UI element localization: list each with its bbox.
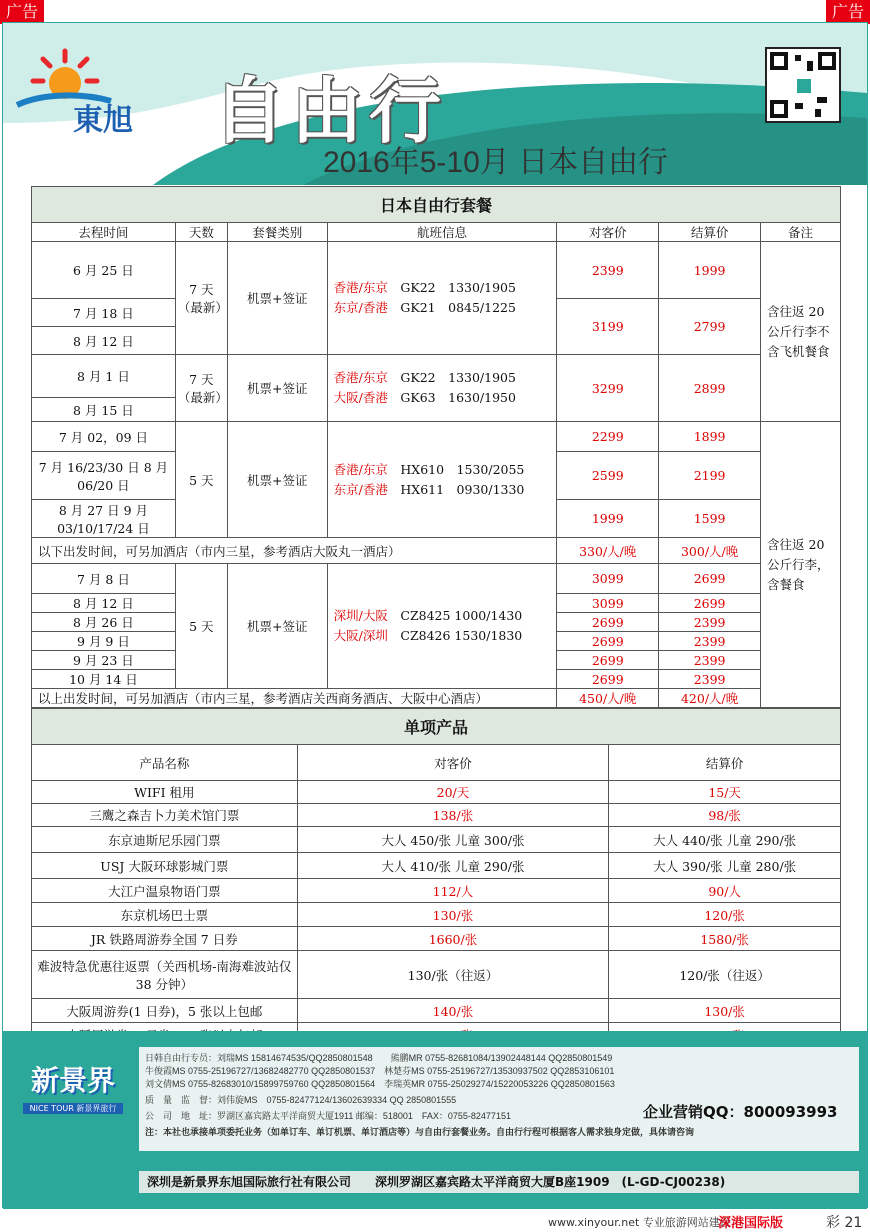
table-row (32, 827, 841, 853)
table-row (32, 355, 841, 398)
table-row (32, 564, 841, 594)
contact-line: 刘文倩MS 0755-82683010/15899759760 QQ2850801564 李瑞英MR 0755-25029274/15220053226 QQ2850801563 (145, 1079, 615, 1089)
table-row (32, 422, 841, 452)
footer-logo-sub: NICE TOUR 新景界旅行 (23, 1103, 123, 1114)
date-cell: 8 月 12 日 (32, 594, 176, 613)
settle-price: 2399 (659, 632, 761, 651)
customer-price: 130/张 (297, 903, 609, 927)
footer (3, 1031, 867, 1209)
date-cell: 10 月 14 日 (32, 670, 176, 689)
days-cell: 7 天（最新） (175, 355, 227, 422)
days-cell: 7 天（最新） (175, 242, 227, 355)
settle-price: 15/天 (609, 781, 841, 804)
product-name: 三鹰之森吉卜力美术馆门票 (32, 804, 298, 827)
product-name: JR 铁路周游券全国 7 日券 (32, 927, 298, 951)
settle-price: 90/人 (609, 879, 841, 903)
flight-no: GK21 0845/1225 (400, 300, 516, 315)
settle-price: 1899 (659, 422, 761, 452)
hotel-settle-price: 420/人/晚 (659, 689, 761, 708)
col-header: 对客价 (557, 223, 659, 242)
qq-line: 企业营销QQ：800093993 (643, 1103, 838, 1121)
remark-cell: 含往返 20 公斤行李不含飞机餐食 (761, 242, 841, 422)
table-row (32, 781, 841, 804)
product-name: WIFI 租用 (32, 781, 298, 804)
qr-code-icon (765, 47, 841, 123)
product-name: USJ 大阪环球影城门票 (32, 853, 298, 879)
hotel-note: 以下出发时间，可另加酒店（市内三星，参考酒店大阪丸一酒店） (32, 538, 557, 564)
brand-logo-text: 東旭 (73, 103, 133, 138)
settle-price: 2699 (659, 564, 761, 594)
footer-company: 深圳是新景界东旭国际旅行社有限公司 深圳罗湖区嘉宾路太平洋商贸大厦B座1909 (L-GD-CJ00238) (139, 1171, 859, 1193)
table-row (32, 903, 841, 927)
date-cell: 9 月 9 日 (32, 632, 176, 651)
days-cell: 5 天 (175, 564, 227, 689)
col-header: 结算价 (609, 745, 841, 781)
ad-label-right: 广告 (826, 0, 870, 24)
date-cell: 7 月 8 日 (32, 564, 176, 594)
settle-price: 2399 (659, 651, 761, 670)
col-header: 对客价 (297, 745, 609, 781)
route: 香港/东京 (333, 461, 388, 477)
header (3, 23, 867, 185)
settle-price: 1999 (659, 242, 761, 299)
package-section-title: 日本自由行套餐 (32, 187, 841, 223)
customer-price: 20/天 (297, 781, 609, 804)
date-cell: 7 月 02，09 日 (32, 422, 176, 452)
flight-no: CZ8425 1000/1430 (400, 608, 523, 623)
supervision-line: 质 量 监 督：刘伟旋MS 0755-82477124/13602639334 QQ 2850801555 (145, 1095, 457, 1105)
route: 深圳/大阪 (333, 608, 388, 623)
customer-price: 3099 (557, 594, 659, 613)
customer-price: 2699 (557, 632, 659, 651)
package-table-wrap (31, 186, 841, 1047)
page-number: 彩 21 (826, 1215, 863, 1231)
table-row (32, 853, 841, 879)
table-row (32, 999, 841, 1023)
flight-cell (327, 242, 557, 355)
flight-cell (327, 422, 557, 538)
customer-price: 2699 (557, 670, 659, 689)
product-name: 东京机场巴士票 (32, 903, 298, 927)
customer-price: 3199 (557, 299, 659, 355)
table-row (32, 242, 841, 299)
route: 东京/香港 (333, 300, 388, 315)
customer-price: 大人 410/张 儿童 290/张 (297, 853, 609, 879)
col-header: 去程时间 (32, 223, 176, 242)
customer-price: 3299 (557, 355, 659, 422)
settle-price: 2399 (659, 613, 761, 632)
single-header-row (32, 745, 841, 781)
type-cell: 机票+签证 (227, 355, 327, 422)
date-cell: 7 月 16/23/30 日 8 月 06/20 日 (32, 452, 176, 500)
date-cell: 6 月 25 日 (32, 242, 176, 299)
col-header: 套餐类别 (227, 223, 327, 242)
date-cell: 9 月 23 日 (32, 651, 176, 670)
date-cell: 8 月 27 日 9 月 03/10/17/24 日 (32, 500, 176, 538)
notice-line: 注：本社也承接单项委托业务（如单订车、单订机票、单订酒店等）与自由行套餐业务。自由行行程可根据客人需求独身定做，具体请咨询 (145, 1127, 695, 1137)
address-line: 公 司 地 址：罗湖区嘉宾路太平洋商贸大厦1911 邮编：518001 FAX：0755-82477151 (145, 1111, 511, 1121)
route: 香港/东京 (333, 280, 388, 295)
hotel-note: 以上出发时间，可另加酒店（市内三星，参考酒店关西商务酒店、大阪中心酒店） (32, 689, 557, 708)
ad-label-left: 广告 (0, 0, 44, 24)
route: 香港/东京 (333, 370, 388, 385)
package-header-row (32, 223, 841, 242)
customer-price: 138/张 (297, 804, 609, 827)
settle-price: 2899 (659, 355, 761, 422)
contact-line: 牛俊霞MS 0755-25196727/13682482770 QQ2850801537 林楚芬MS 0755-25196727/13530937502 QQ2853106101 (145, 1066, 615, 1076)
package-table (31, 186, 841, 708)
table-row (32, 879, 841, 903)
product-name: 东京迪斯尼乐园门票 (32, 827, 298, 853)
settle-price: 大人 440/张 儿童 290/张 (609, 827, 841, 853)
settle-price: 2799 (659, 299, 761, 355)
product-name: 大阪周游券(1 日券)，5 张以上包邮 (32, 999, 298, 1023)
customer-price: 130/张（往返） (297, 951, 609, 999)
type-cell: 机票+签证 (227, 564, 327, 689)
col-header: 结算价 (659, 223, 761, 242)
footer-logo (17, 1059, 129, 1119)
flight-no: CZ8426 1530/1830 (400, 628, 523, 643)
publication-brand: 深港国际版 (718, 1216, 784, 1231)
remark-cell: 含往返 20 公斤行李，含餐食 (761, 422, 841, 708)
type-cell: 机票+签证 (227, 422, 327, 538)
hotel-row (32, 538, 841, 564)
customer-price: 1660/张 (297, 927, 609, 951)
flight-no: GK22 1330/1905 (400, 370, 516, 385)
col-header: 产品名称 (32, 745, 298, 781)
customer-price: 2399 (557, 242, 659, 299)
date-cell: 7 月 18 日 (32, 299, 176, 327)
table-row (32, 804, 841, 827)
customer-price: 2599 (557, 452, 659, 500)
date-cell: 8 月 12 日 (32, 327, 176, 355)
settle-price: 120/张（往返） (609, 951, 841, 999)
hotel-customer-price: 450/人/晚 (557, 689, 659, 708)
settle-price: 120/张 (609, 903, 841, 927)
route: 大阪/深圳 (333, 628, 388, 643)
hotel-settle-price: 300/人/晚 (659, 538, 761, 564)
contact-line: 日韩自由行专员：刘瑞MS 15814674535/QQ2850801548 熊鹏MR 0755-82681084/13902448144 QQ2850801549 (145, 1053, 613, 1063)
customer-price: 1999 (557, 500, 659, 538)
settle-price: 2399 (659, 670, 761, 689)
settle-price: 1580/张 (609, 927, 841, 951)
route: 大阪/香港 (333, 390, 388, 405)
col-header: 天数 (175, 223, 227, 242)
product-name: 大江户温泉物语门票 (32, 879, 298, 903)
settle-price: 1599 (659, 500, 761, 538)
flight-cell (327, 564, 557, 689)
customer-price: 2299 (557, 422, 659, 452)
flight-no: GK22 1330/1905 (400, 280, 516, 295)
table-row (32, 927, 841, 951)
days-cell: 5 天 (175, 422, 227, 538)
flight-no: HX611 0930/1330 (400, 481, 525, 497)
flight-no: GK63 1630/1950 (400, 390, 516, 405)
customer-price: 140/张 (297, 999, 609, 1023)
single-section-title: 单项产品 (32, 709, 841, 745)
single-product-table (31, 708, 841, 1047)
route: 东京/香港 (333, 481, 388, 497)
main-title: 自由行 (213, 68, 448, 153)
settle-price: 2199 (659, 452, 761, 500)
customer-price: 大人 450/张 儿童 300/张 (297, 827, 609, 853)
type-cell: 机票+签证 (227, 242, 327, 355)
product-name: 难波特急优惠往返票（关西机场-南海难波站仅 38 分钟） (32, 951, 298, 999)
flight-no: HX610 1530/2055 (400, 461, 525, 477)
customer-price: 112/人 (297, 879, 609, 903)
customer-price: 2699 (557, 613, 659, 632)
subtitle: 2016年5-10月 日本自由行 (323, 146, 669, 179)
settle-price: 大人 390/张 儿童 280/张 (609, 853, 841, 879)
table-row (32, 951, 841, 999)
date-cell: 8 月 15 日 (32, 398, 176, 422)
settle-price: 98/张 (609, 804, 841, 827)
advert-page (2, 22, 868, 1208)
settle-price: 2699 (659, 594, 761, 613)
footer-logo-text: 新景界 (30, 1064, 115, 1097)
website-text: www.xinyour.net 专业旅游网站建设 (548, 1216, 731, 1229)
hotel-row (32, 689, 841, 708)
flight-cell (327, 355, 557, 422)
hotel-customer-price: 330/人/晚 (557, 538, 659, 564)
page-footer (0, 1210, 870, 1230)
customer-price: 2699 (557, 651, 659, 670)
date-cell: 8 月 1 日 (32, 355, 176, 398)
date-cell: 8 月 26 日 (32, 613, 176, 632)
col-header: 备注 (761, 223, 841, 242)
col-header: 航班信息 (327, 223, 557, 242)
customer-price: 3099 (557, 564, 659, 594)
settle-price: 130/张 (609, 999, 841, 1023)
